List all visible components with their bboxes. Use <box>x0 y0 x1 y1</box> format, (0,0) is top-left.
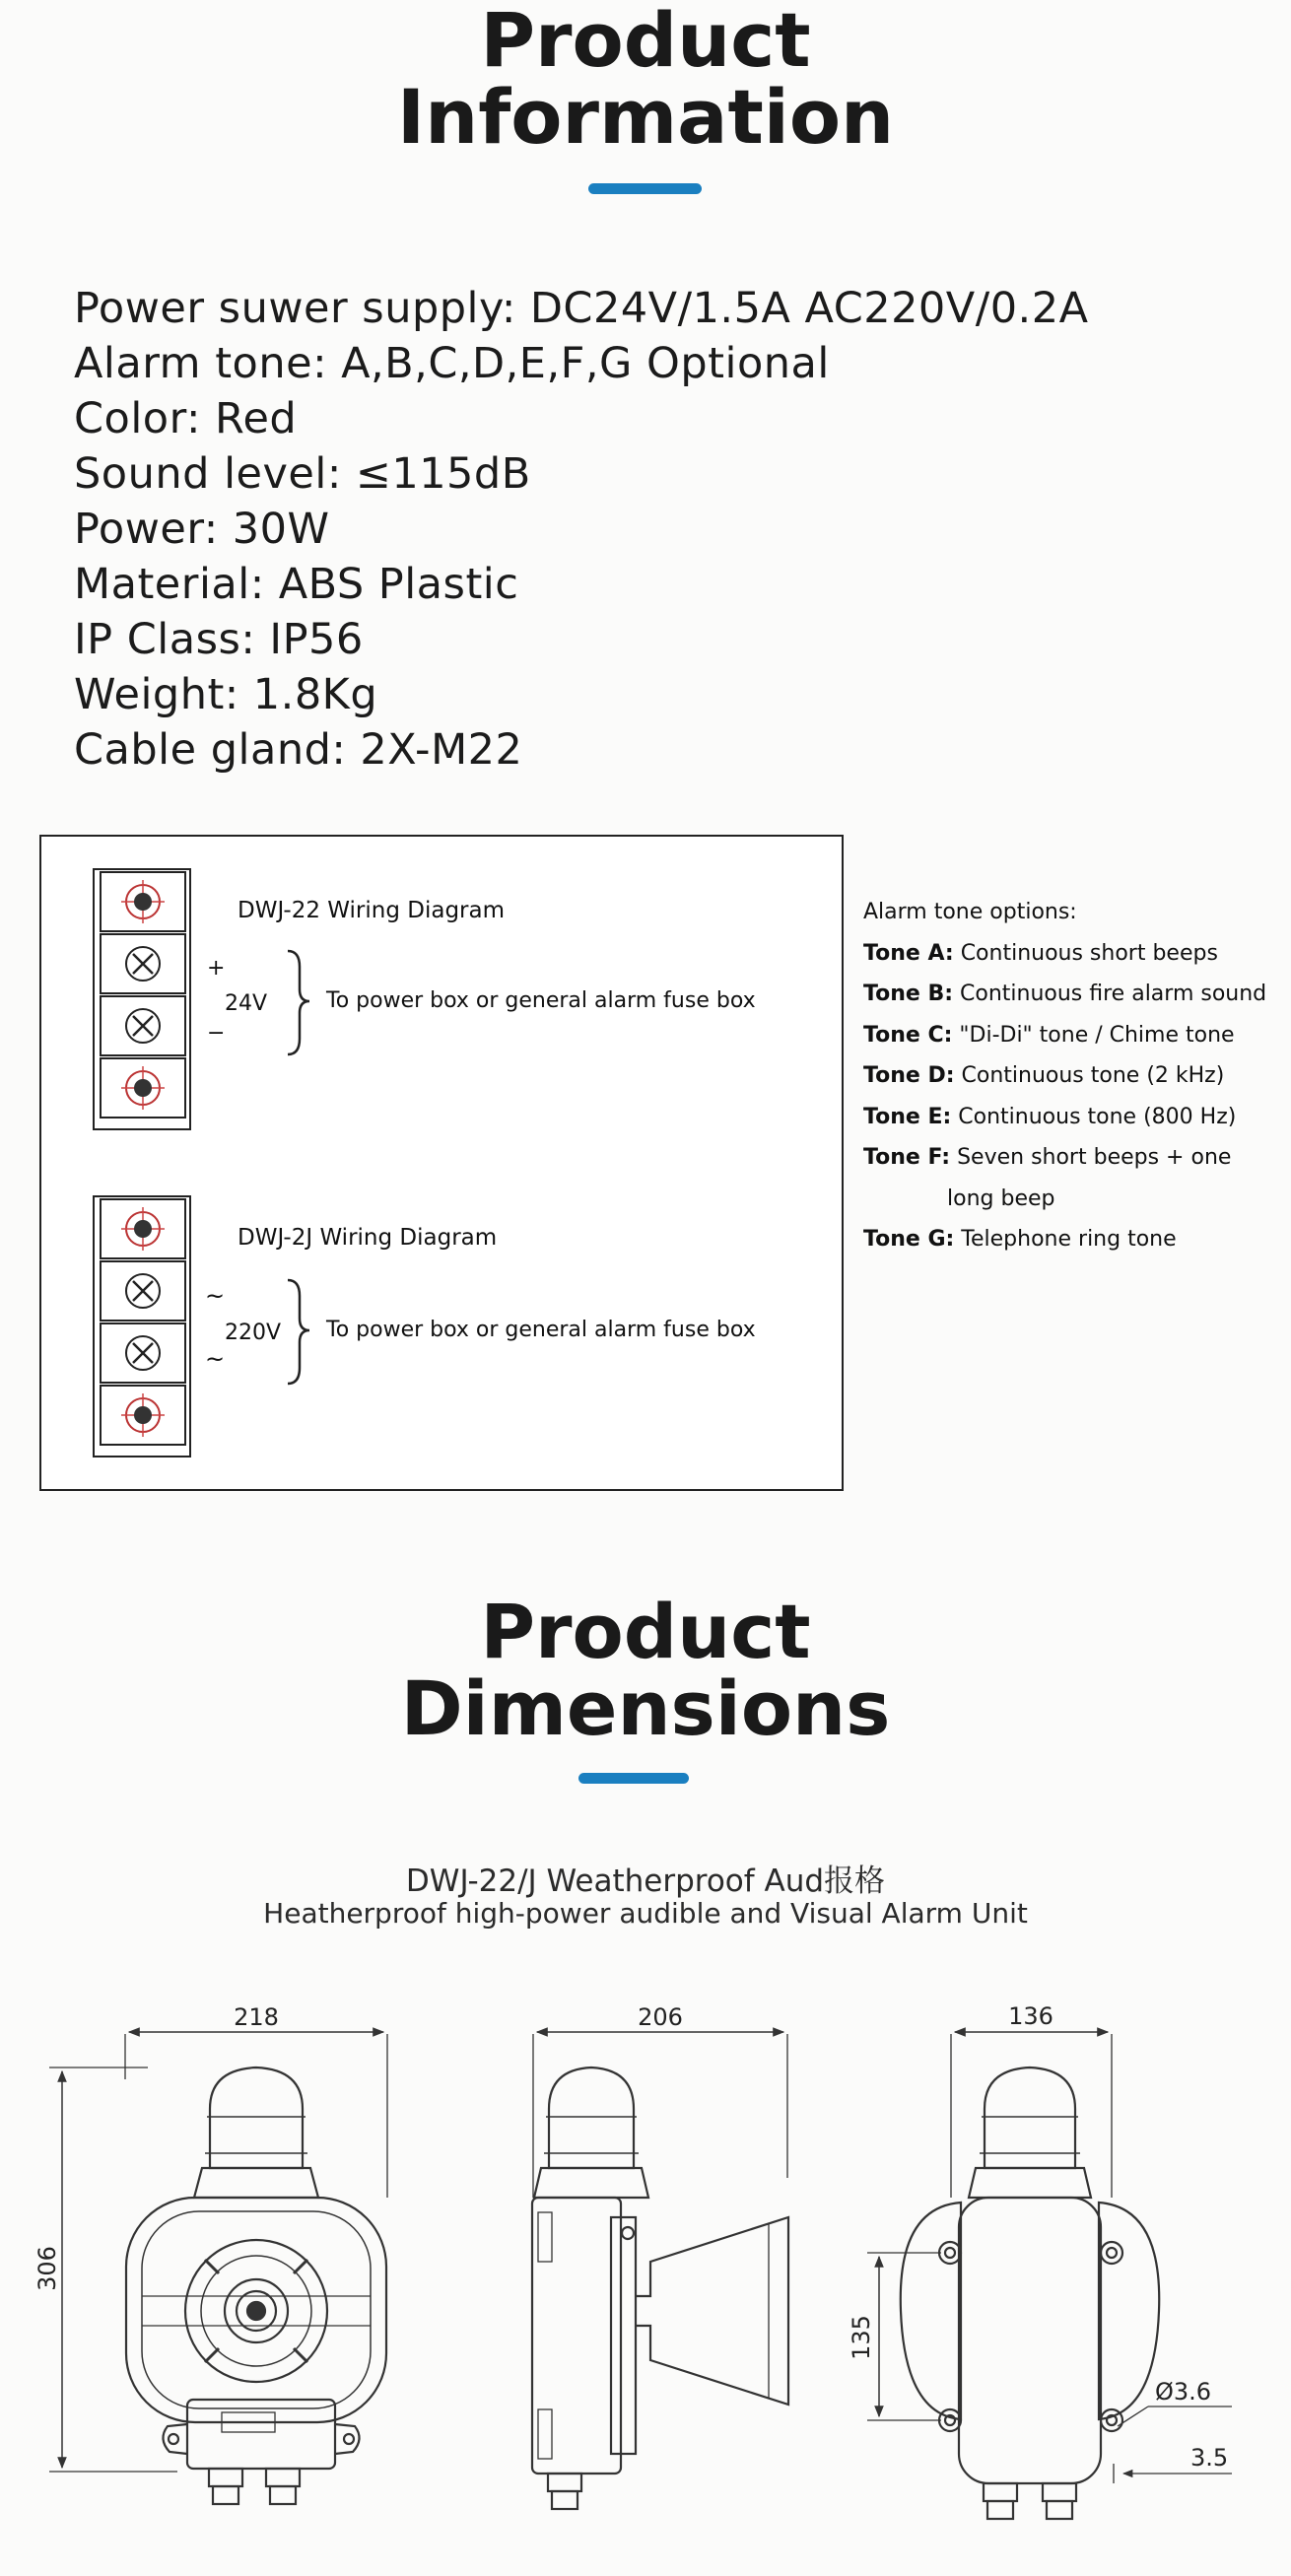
terminal-block-2 <box>94 1196 190 1457</box>
dimensions-title-underline <box>578 1773 689 1784</box>
tone-f-continuation: long beep <box>947 1186 1055 1211</box>
wiring1-minus: − <box>207 1021 226 1046</box>
tone-c: Tone C: "Di-Di" tone / Chime tone <box>863 1022 1235 1048</box>
spec-alarm-tone: Alarm tone: A,B,C,D,E,F,G Optional <box>74 339 830 388</box>
spec-cable-gland: Cable gland: 2X-M22 <box>74 725 523 775</box>
wiring-diagram-box <box>39 835 844 1491</box>
side-view-drawing <box>532 2032 788 2509</box>
back-view-drawing <box>867 2032 1232 2519</box>
spec-power-supply: Power suwer supply: DC24V/1.5A AC220V/0.2A <box>74 284 1089 333</box>
tone-a: Tone A: Continuous short beeps <box>863 940 1218 966</box>
dim-front-width: 218 <box>234 2003 279 2031</box>
tone-d: Tone D: Continuous tone (2 kHz) <box>863 1063 1225 1088</box>
spec-material: Material: ABS Plastic <box>74 560 519 609</box>
wiring2-tilde-top: ~ <box>205 1282 226 1310</box>
wiring1-plus: + <box>207 956 226 981</box>
spec-color: Color: Red <box>74 394 298 443</box>
dim-side-width: 206 <box>638 2003 683 2031</box>
front-view-drawing <box>49 2032 387 2504</box>
dimension-drawings <box>0 2000 1291 2572</box>
dim-back-width: 136 <box>1008 2002 1053 2030</box>
spec-sound-level: Sound level: ≤115dB <box>74 449 531 499</box>
tone-f: Tone F: Seven short beeps + one <box>863 1145 1232 1170</box>
wiring1-voltage: 24V <box>225 991 268 1016</box>
info-title <box>0 0 1291 161</box>
wiring2-title: DWJ-2J Wiring Diagram <box>238 1225 498 1251</box>
wiring2-voltage: 220V <box>225 1321 282 1345</box>
spec-list <box>74 281 1089 778</box>
tone-g: Tone G: Telephone ring tone <box>863 1227 1177 1252</box>
dimensions-caption-model: DWJ-22/J Weatherproof Aud报格 <box>405 1864 886 1899</box>
spec-weight: Weight: 1.8Kg <box>74 670 378 719</box>
dimensions-title-line1: Product <box>480 1588 811 1675</box>
dimensions-title <box>0 1588 1291 1752</box>
spec-power: Power: 30W <box>74 505 330 554</box>
wiring2-tilde-bottom: ~ <box>205 1345 226 1373</box>
tone-e: Tone E: Continuous tone (800 Hz) <box>863 1104 1237 1129</box>
wiring2-destination: To power box or general alarm fuse box <box>326 1318 756 1342</box>
wiring1-title: DWJ-22 Wiring Diagram <box>238 898 506 923</box>
wiring2-brace <box>288 1280 309 1384</box>
wiring1-destination: To power box or general alarm fuse box <box>326 988 756 1013</box>
wiring-diagram-svg <box>41 837 842 1489</box>
info-title-line1: Product <box>480 0 811 84</box>
info-title-line2: Information <box>396 73 895 161</box>
dim-offset: 3.5 <box>1190 2444 1229 2472</box>
tone-options-list <box>863 892 1287 1260</box>
terminal-block-1 <box>94 869 190 1129</box>
dim-height: 306 <box>34 2246 61 2291</box>
dimensions-caption-description: Heatherproof high-power audible and Visual Alarm Unit <box>263 1897 1028 1930</box>
dimensions-title-line2: Dimensions <box>400 1664 891 1752</box>
tone-b: Tone B: Continuous fire alarm sound <box>863 982 1267 1006</box>
wiring1-brace <box>288 951 309 1054</box>
spec-ip-class: IP Class: IP56 <box>74 615 364 664</box>
dim-hole-diameter: Ø3.6 <box>1155 2378 1212 2406</box>
tone-options-heading: Alarm tone options: <box>863 900 1077 924</box>
dim-mount-spacing: 135 <box>848 2315 875 2360</box>
info-title-underline <box>588 183 702 194</box>
